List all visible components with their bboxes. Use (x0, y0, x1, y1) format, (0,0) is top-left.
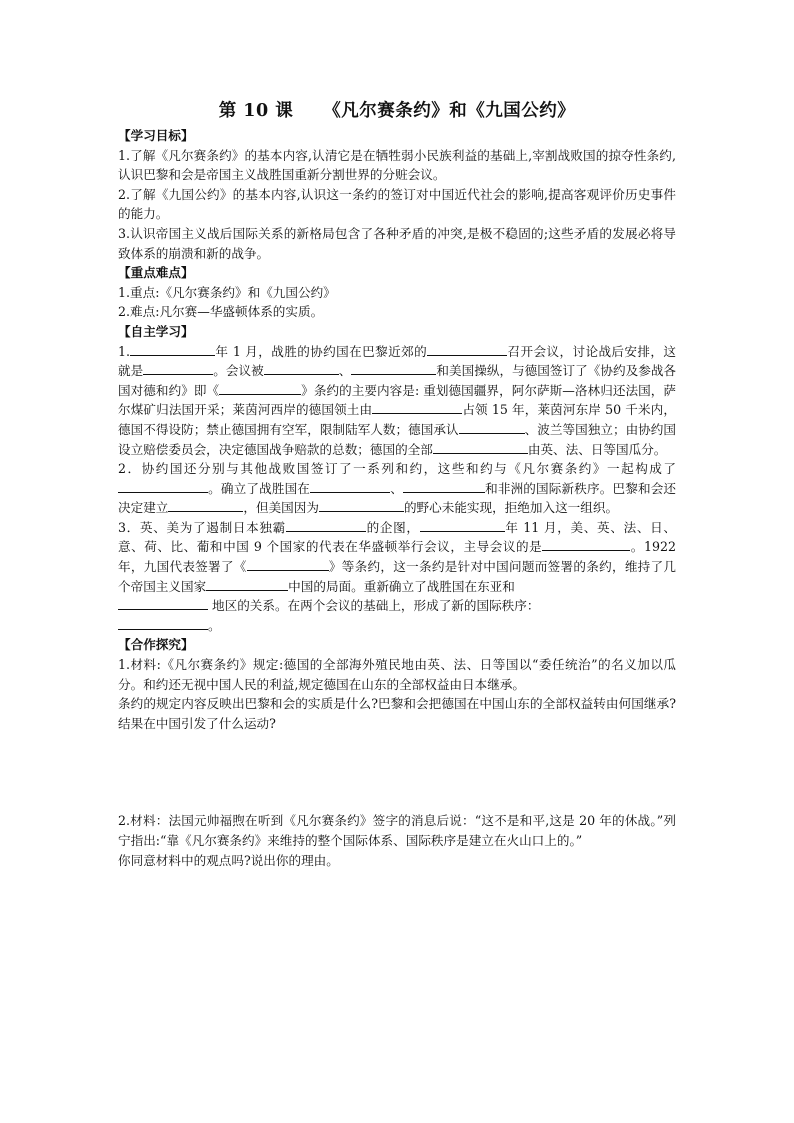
blank-independent-country[interactable] (459, 420, 525, 434)
blank-year[interactable] (130, 342, 215, 356)
blank-relation[interactable] (206, 577, 288, 591)
key-point: 1.重点:《凡尔赛条约》和《九国公约》 (118, 284, 336, 300)
lesson-topic: 《凡尔赛条约》和《九国公约》 (323, 101, 576, 121)
lesson-number: 第 10 课 (218, 101, 294, 121)
blank-system[interactable] (118, 479, 208, 493)
answer-space-1[interactable] (118, 733, 676, 811)
material-1: 1.材料:《凡尔赛条约》规定:德国的全部海外殖民地由英、法、日等国以“委任统治”的名义加以瓜分。和约还无视中国人民的利益,规定德国在山东的全部权益由日本继承。 (118, 657, 676, 692)
blank-order[interactable] (118, 616, 208, 630)
material-2: 2.材料：法国元帅福煦在听到《凡尔赛条约》签字的消息后说：“这不是和平,这是 20 年的休战。”列宁指出:“靠《凡尔赛条约》来维持的整个国际体系、国际秩序是建立在火山口上的。” (118, 813, 676, 848)
keys-heading: 【重点难点】 (118, 265, 194, 281)
blank-treaty[interactable] (219, 381, 301, 395)
self-study-paragraph-3: 3．英、美为了遏制日本独霸 的企图， 年 11 月，美、英、法、日、意、荷、比、葡和中国 9 个国家的代表在华盛顿举行会议，主导会议的是 。1922 年，九国代表签署了《 》等条约，这一条约是针对中国问题而签署的条约，维持了几个帝国主义国家 中国的局面。重新确立了战胜国在东亚和 地区的关系。在两个会议的基础上，形成了新的国际秩序： 。 (118, 519, 677, 633)
blank-ambition[interactable] (319, 498, 404, 512)
question-1: 条约的规定内容反映出巴黎和会的实质是什么?巴黎和会把德国在中国山东的全部权益转由何国继承?结果在中国引发了什么运动? (118, 696, 676, 731)
blank-area[interactable] (286, 518, 366, 532)
blank-leading-country[interactable] (542, 537, 630, 551)
blank-region-1[interactable] (310, 479, 390, 493)
goals-heading: 【学习目标】 (118, 128, 194, 143)
blank-occupier[interactable] (372, 400, 462, 414)
blank-colonies[interactable] (433, 440, 528, 454)
blank-country-2[interactable] (351, 361, 436, 375)
goal-item-2: 2.了解《九国公约》的基本内容,认识这一条约的签订对中国近代社会的影响,提高客观评价历史事件的能力。 (118, 186, 676, 222)
cooperation-heading: 【合作探究】 (118, 637, 194, 653)
lesson-title (118, 100, 676, 122)
blank-conference-year[interactable] (420, 518, 505, 532)
blank-pact[interactable] (247, 557, 329, 571)
blank-region-3[interactable] (118, 596, 208, 610)
question-2: 你同意材料中的观点吗?说出你的理由。 (118, 852, 339, 868)
self-study-paragraph-1: 1. 年 1 月，战胜的协约国在巴黎近郊的 召开会议，讨论战后安排，这就是 。会议被 、 和美国操纵，与德国签订了《协约及参战各国对德和约》即《 》条约的主要内容是: 重划德国疆界，阿尔萨斯—洛林归还法国，萨尔煤矿归法国开采；莱茵河西岸的德国领土由 占领 15 年，莱茵河东岸 50 千米内，德国不得设防；禁止德国拥有空军，限制陆军人数；德国承认 、波兰等国独立；由协约国设立赔偿委员会，决定德国战争赔款的总数；德国的全部 由英、法、日等国瓜分。 (118, 343, 677, 457)
blank-place[interactable] (427, 342, 507, 356)
goal-item-3: 3.认识帝国主义战后国际关系的新格局包含了各种矛盾的冲突,是极不稳固的;这些矛盾的发展必将导致体系的崩溃和新的战争。 (118, 225, 676, 261)
blank-country-1[interactable] (264, 361, 339, 375)
self-study-paragraph-2: 2．协约国还分别与其他战败国签订了一系列和约，这些和约与《凡尔赛条约》一起构成了。确立了战胜国在 、 和非洲的国际新秩序。巴黎和会还决定建立 ，但美国因为 的野心未能实现，拒绝加入这一组织。 (118, 461, 677, 516)
difficult-point: 2.难点:凡尔赛—华盛顿体系的实质。 (118, 304, 324, 320)
blank-region-2[interactable] (403, 479, 485, 493)
blank-conference[interactable] (143, 361, 213, 375)
blank-organization[interactable] (168, 498, 243, 512)
goal-item-1: 1.了解《凡尔赛条约》的基本内容,认清它是在牺牲弱小民族利益的基础上,宰割战败国的掠夺性条约,认识巴黎和会是帝国主义战胜国重新分割世界的分赃会议。 (118, 147, 676, 183)
worksheet-page (118, 100, 676, 870)
self-study-heading: 【自主学习】 (118, 323, 194, 339)
